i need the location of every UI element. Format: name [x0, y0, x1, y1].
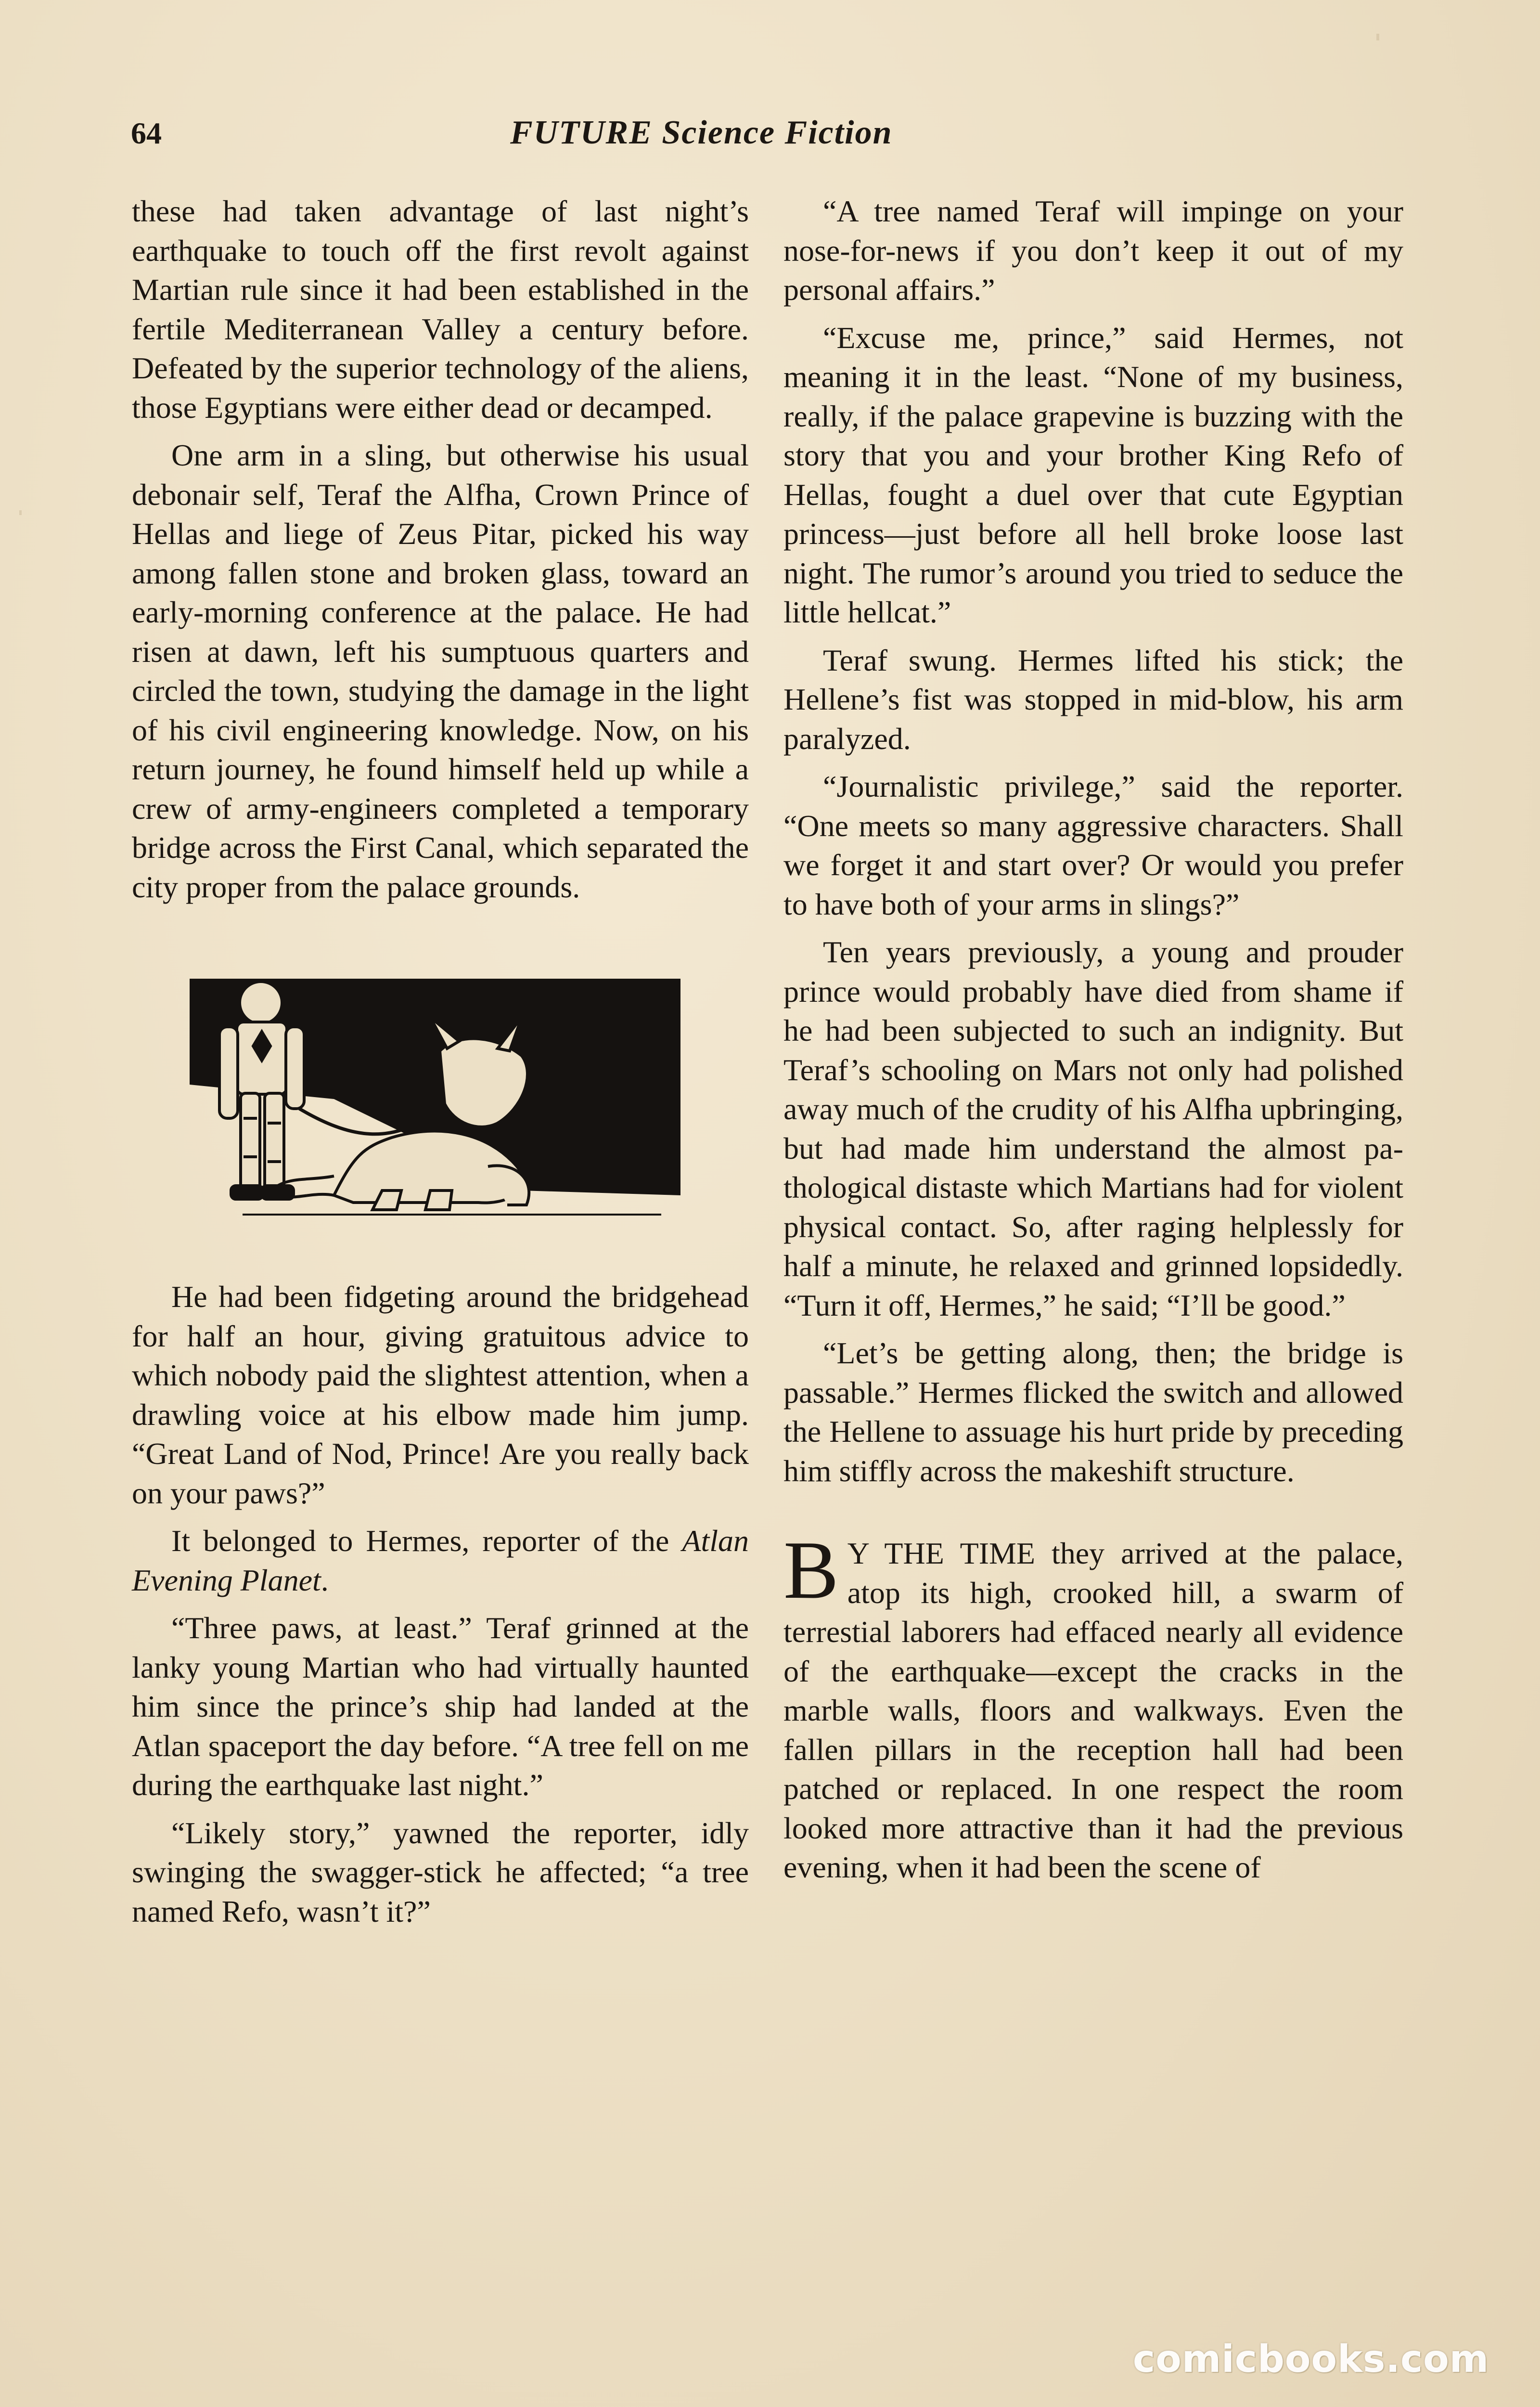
paragraph: Ten years previously, a young and prouder prince would probably have died from shame if he had been subjected to such an indignity. But Teraf’s schooling on Mars not only had polished away much of the crudity of his Alfha upbringing, but had made him understand the almost pathological distaste which Martians had for violent physical contact. So, after raging helplessly for half a minute, he relaxed and grinned lopsidedly. “Turn it off, Hermes,” he said; “I’ll be good.”	[783, 935, 1403, 1322]
attribution-text: It belonged to Hermes, reporter of the	[171, 1524, 682, 1558]
section-opening-paragraph	[783, 1525, 1403, 1887]
attribution-end: .	[321, 1563, 329, 1597]
paragraph: “Let’s be getting along, then; the bridge is passable.” Hermes flicked the switch and allowed the Hellene to assuage his hurt pride by preceding him stiffly across the makeshift structure.	[783, 1336, 1403, 1488]
paragraph-attribution	[132, 1521, 749, 1600]
watermark: comicbooks.com	[1133, 2338, 1489, 2381]
paragraph: “Likely story,” yawned the reporter, idly swinging the swagger-stick he affected; “a tree named Refo, wasn’t it?”	[132, 1815, 749, 1928]
paragraph: these had taken advantage of last night’s earthquake to touch off the first revolt against Martian rule since it had been established in the fertile Mediterranean Valley a century before. Defeated by the superior technology of the aliens, those Egyptians were either dead or decamped.	[132, 194, 749, 425]
section-opening-text: Y THE TIME they arrived at the palace, atop its high, crooked hill, a swarm of terrestial laborers had effaced nearly all evidence of the earthquake—except the cracks in the marble walls, floors and walkways. Even the fallen pillars in the reception hall had been patched or replaced. In one respect the room looked more attractive than it had the previous evening, when it had been the scene of	[783, 1536, 1403, 1884]
paragraph: “Three paws, at least.” Teraf grinned at the lanky young Martian who had virtually haunted him since the prince’s ship had landed at the Atlan spaceport the day before. “A tree fell on me during the earthquake last night.”	[132, 1611, 749, 1802]
right-column	[783, 192, 1403, 1896]
paragraph: One arm in a sling, but otherwise his usual debonair self, Teraf the Alfha, Crown Prince of Hellas and liege of Zeus Pitar, picked his way among fallen stone and broken glass, toward an early-morning conference at the palace. He had risen at dawn, left his sumptuous quarters and circled the town, studying the damage in the light of his civil engineering knowledge. Now, on his return journey, he found himself held up while a crew of army-engineers completed a temporary bridge across the First Canal, which separated the city proper from the palace grounds.	[132, 438, 749, 904]
paragraph: Teraf swung. Hermes lifted his stick; the Hellene’s fist was stopped in mid-blow, his arm paralyzed.	[783, 643, 1403, 756]
paragraph: “Journalistic privilege,” said the reporter. “One meets so many aggressive characters. Shall we forget it and start over? Or would you prefer to have both of your arms in slings?”	[783, 769, 1403, 921]
newspaper-name: Atlan Evening Planet	[132, 1524, 749, 1597]
drop-cap: B	[783, 1525, 839, 1616]
page-number: 64	[131, 116, 162, 150]
paragraph: “Excuse me, prince,” said Hermes, not meaning it in the least. “None of my business, really, if the palace grapevine is buzzing with the story that you and your brother King Refo of Hellas, fought a duel over that cute Egyptian princess—just before all hell broke loose last night. The rumor’s around you tried to seduce the little hellcat.”	[783, 320, 1403, 629]
paper-speck	[19, 510, 22, 515]
left-column	[132, 192, 749, 1940]
paper-speck	[1376, 34, 1379, 40]
story-illustration	[190, 964, 690, 1224]
paragraph: He had been fidgeting around the bridgehead for half an hour, giving gratuitous advice to which nobody paid the slightest attention, when a drawling voice at his elbow made him jump. “Great Land of Nod, Prince! Are you really back on your paws?”	[132, 1280, 749, 1510]
running-title: FUTURE Science Fiction	[510, 114, 893, 151]
paragraph: “A tree named Teraf will impinge on your nose-for-news if you don’t keep it out of my personal affairs.”	[783, 194, 1403, 307]
